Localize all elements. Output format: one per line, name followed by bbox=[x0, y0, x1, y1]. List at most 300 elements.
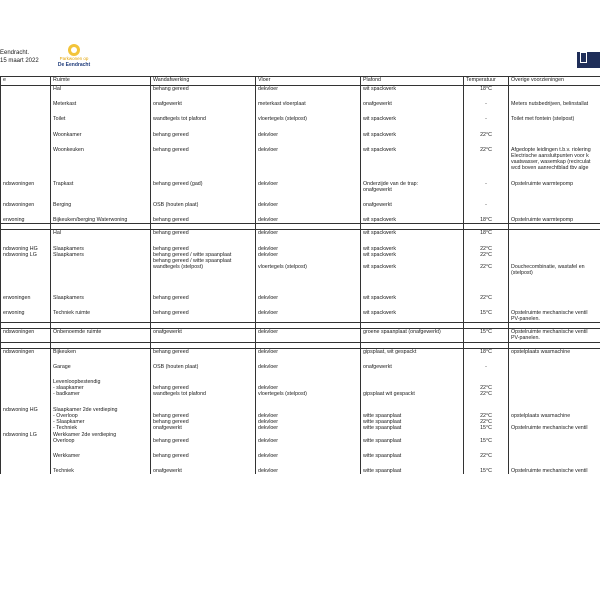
table-cell: Werkkamer 2de verdieping bbox=[51, 432, 151, 438]
company-logo-text: KO bbox=[580, 70, 595, 81]
table-cell: dekvloer bbox=[256, 364, 361, 370]
empty-cell bbox=[464, 398, 509, 407]
document-date: 15 maart 2022 bbox=[0, 58, 39, 64]
table-cell: behang gereed bbox=[151, 230, 256, 237]
spacer-row bbox=[1, 398, 600, 407]
table-cell: Opstelruimte warmtepomp bbox=[509, 181, 600, 187]
table-cell bbox=[151, 316, 256, 323]
empty-cell bbox=[51, 193, 151, 202]
table-row bbox=[1, 230, 600, 237]
table-cell bbox=[151, 335, 256, 342]
table-cell: ndswoning LG bbox=[1, 252, 51, 258]
table-cell: Slaapkamers bbox=[51, 246, 151, 252]
table-cell: wit spackwerk bbox=[361, 230, 464, 237]
table-cell: onafgewerkt bbox=[151, 468, 256, 474]
table-cell: wit spackwerk bbox=[361, 310, 464, 316]
empty-cell bbox=[1, 123, 51, 132]
empty-cell bbox=[1, 355, 51, 364]
spacer-row bbox=[1, 193, 600, 202]
empty-cell bbox=[361, 172, 464, 181]
empty-cell bbox=[151, 286, 256, 295]
table-cell: dekvloer bbox=[256, 252, 361, 258]
table-cell bbox=[361, 316, 464, 323]
empty-cell bbox=[361, 459, 464, 468]
empty-cell bbox=[361, 237, 464, 246]
spacer-row bbox=[1, 301, 600, 310]
empty-cell bbox=[361, 107, 464, 116]
table-cell: OSB (houten plaat) bbox=[151, 364, 256, 370]
table-cell: PV-panelen. bbox=[509, 316, 600, 323]
table-cell: Trapkast bbox=[51, 181, 151, 187]
table-cell: dekvloer bbox=[256, 230, 361, 237]
table-cell: onafgewerkt bbox=[361, 187, 464, 193]
table-cell: witte spaanplaat bbox=[361, 425, 464, 431]
empty-cell bbox=[256, 237, 361, 246]
table-cell: - bbox=[464, 181, 509, 187]
table-cell: Opstelruimte mechanische ventil bbox=[509, 468, 600, 474]
table-cell: Woonkeuken bbox=[51, 147, 151, 153]
empty-cell bbox=[509, 355, 600, 364]
table-cell: 15°C bbox=[464, 310, 509, 316]
table-cell: 22°C bbox=[464, 295, 509, 301]
empty-cell bbox=[256, 277, 361, 286]
table-cell: behang gereed bbox=[151, 348, 256, 355]
empty-cell bbox=[361, 444, 464, 453]
table-cell: wit spackwerk bbox=[361, 116, 464, 122]
table-cell: wcd boven aanrechtblad tbv alge bbox=[509, 165, 600, 171]
table-cell bbox=[1, 335, 51, 342]
table-cell: witte spaanplaat bbox=[361, 453, 464, 459]
table-cell: dekvloer bbox=[256, 147, 361, 153]
table-cell: ndswoningen bbox=[1, 202, 51, 208]
table-cell: dekvloer bbox=[256, 246, 361, 252]
table-cell: erwoning bbox=[1, 310, 51, 316]
table-row bbox=[1, 217, 600, 224]
empty-cell bbox=[151, 193, 256, 202]
spacer-row bbox=[1, 107, 600, 116]
spacer-row bbox=[1, 444, 600, 453]
empty-cell bbox=[256, 208, 361, 217]
empty-cell bbox=[51, 459, 151, 468]
table-cell: gipsplaat, wit gespackt bbox=[361, 348, 464, 355]
empty-cell bbox=[51, 92, 151, 101]
empty-cell bbox=[1, 193, 51, 202]
table-cell: 22°C bbox=[464, 413, 509, 419]
table-cell: 15°C bbox=[464, 425, 509, 431]
table-cell: ndswoningen bbox=[1, 329, 51, 336]
empty-cell bbox=[256, 301, 361, 310]
column-header-other: Overige voorzieningen bbox=[509, 77, 600, 86]
spacer-row bbox=[1, 286, 600, 295]
empty-cell bbox=[151, 398, 256, 407]
table-cell: Onderzijde van de trap: bbox=[361, 181, 464, 187]
table-cell: ndswoning HG bbox=[1, 407, 51, 413]
brand-mark-icon bbox=[580, 52, 587, 63]
spacer-row bbox=[1, 138, 600, 147]
table-row bbox=[1, 316, 600, 323]
empty-cell bbox=[361, 92, 464, 101]
spacer-row bbox=[1, 123, 600, 132]
table-cell bbox=[361, 335, 464, 342]
empty-cell bbox=[509, 277, 600, 286]
project-name: Eendracht. bbox=[0, 50, 30, 56]
table-cell: 18°C bbox=[464, 86, 509, 93]
empty-cell bbox=[464, 138, 509, 147]
table-cell: wit spackwerk bbox=[361, 246, 464, 252]
empty-cell bbox=[256, 92, 361, 101]
table-cell: Techniek ruimte bbox=[51, 310, 151, 316]
table-cell: wit spackwerk bbox=[361, 217, 464, 224]
table-cell: Slaapkamers bbox=[51, 295, 151, 301]
empty-cell bbox=[361, 208, 464, 217]
empty-cell bbox=[1, 208, 51, 217]
empty-cell bbox=[51, 123, 151, 132]
empty-cell bbox=[1, 398, 51, 407]
empty-cell bbox=[51, 398, 151, 407]
empty-cell bbox=[464, 301, 509, 310]
empty-cell bbox=[509, 92, 600, 101]
empty-cell bbox=[51, 370, 151, 379]
document-header bbox=[0, 49, 39, 65]
spacer-row bbox=[1, 92, 600, 101]
table-cell: wit spackwerk bbox=[361, 86, 464, 93]
table-cell: Opstelruimte mechanische ventil bbox=[509, 329, 600, 336]
table-cell: behang gereed bbox=[151, 453, 256, 459]
empty-cell bbox=[361, 355, 464, 364]
table-cell: ndswoningen bbox=[1, 181, 51, 187]
table-cell: Techniek bbox=[51, 468, 151, 474]
table-cell: wit spackwerk bbox=[361, 264, 464, 270]
empty-cell bbox=[151, 107, 256, 116]
empty-cell bbox=[509, 301, 600, 310]
empty-cell bbox=[256, 138, 361, 147]
table-cell: ndswoning HG bbox=[1, 246, 51, 252]
table-cell: 18°C bbox=[464, 230, 509, 237]
table-cell: dekvloer bbox=[256, 329, 361, 336]
empty-cell bbox=[151, 301, 256, 310]
empty-cell bbox=[256, 286, 361, 295]
table-cell bbox=[1, 316, 51, 323]
empty-cell bbox=[1, 107, 51, 116]
empty-cell bbox=[509, 123, 600, 132]
empty-cell bbox=[51, 107, 151, 116]
table-cell: behang gereed bbox=[151, 147, 256, 153]
table-cell: Afgedopte leidingen t.b.v. riolering bbox=[509, 147, 600, 153]
empty-cell bbox=[464, 355, 509, 364]
sun-logo-icon bbox=[68, 44, 80, 56]
empty-cell bbox=[151, 277, 256, 286]
table-cell bbox=[1, 468, 51, 474]
empty-cell bbox=[361, 138, 464, 147]
empty-cell bbox=[464, 172, 509, 181]
table-cell: wandtegels tot plafond bbox=[151, 116, 256, 122]
table-cell: 18°C bbox=[464, 348, 509, 355]
table-cell bbox=[464, 316, 509, 323]
table-cell bbox=[256, 335, 361, 342]
table-cell: behang gereed bbox=[151, 438, 256, 444]
table-cell: Hal bbox=[51, 86, 151, 93]
empty-cell bbox=[256, 107, 361, 116]
empty-cell bbox=[464, 123, 509, 132]
table-cell: ndswoning LG bbox=[1, 432, 51, 438]
table-cell: dekvloer bbox=[256, 202, 361, 208]
table-body bbox=[1, 86, 600, 475]
table-cell: - bbox=[464, 364, 509, 370]
table-cell: Meterkast bbox=[51, 101, 151, 107]
table-cell: erwoning bbox=[1, 217, 51, 224]
empty-cell bbox=[509, 370, 600, 379]
table-row bbox=[1, 468, 600, 474]
table-cell: 18°C bbox=[464, 217, 509, 224]
table-cell: behang gereed bbox=[151, 132, 256, 138]
empty-cell bbox=[151, 444, 256, 453]
column-header-ceiling: Plafond bbox=[361, 77, 464, 86]
table-cell bbox=[51, 316, 151, 323]
table-cell: dekvloer bbox=[256, 425, 361, 431]
finishing-schedule-table bbox=[0, 76, 600, 474]
empty-cell bbox=[151, 370, 256, 379]
empty-cell bbox=[464, 237, 509, 246]
table-cell: behang gereed bbox=[151, 413, 256, 419]
empty-cell bbox=[464, 444, 509, 453]
table-cell: 22°C bbox=[464, 264, 509, 270]
spacer-row bbox=[1, 172, 600, 181]
table-cell: 15°C bbox=[464, 329, 509, 336]
table-cell bbox=[1, 86, 51, 93]
table-cell: Slaapkamer 2de verdieping bbox=[51, 407, 151, 413]
table-header-row bbox=[1, 77, 600, 86]
table-cell: behang gereed bbox=[151, 295, 256, 301]
empty-cell bbox=[51, 138, 151, 147]
column-header-floor: Vloer bbox=[256, 77, 361, 86]
table-cell: meterkast vloerplaat bbox=[256, 101, 361, 107]
table-cell: witte spaanplaat bbox=[361, 419, 464, 425]
empty-cell bbox=[51, 286, 151, 295]
empty-cell bbox=[509, 398, 600, 407]
empty-cell bbox=[1, 138, 51, 147]
table-cell: Berging bbox=[51, 202, 151, 208]
table-cell: Electrische aansluitpunten voor k bbox=[509, 153, 600, 159]
empty-cell bbox=[1, 459, 51, 468]
table-cell: Levenloopbestendig bbox=[51, 379, 151, 385]
table-cell: - badkamer bbox=[51, 391, 151, 397]
table-cell: dekvloer bbox=[256, 217, 361, 224]
table-cell: wit spackwerk bbox=[361, 132, 464, 138]
empty-cell bbox=[51, 444, 151, 453]
table-cell: Hal bbox=[51, 230, 151, 237]
table-cell: dekvloer bbox=[256, 310, 361, 316]
empty-cell bbox=[361, 193, 464, 202]
table-cell: Overloop bbox=[51, 438, 151, 444]
empty-cell bbox=[464, 208, 509, 217]
table-cell: Bijkeuken bbox=[51, 348, 151, 355]
empty-cell bbox=[361, 370, 464, 379]
table-cell bbox=[509, 230, 600, 237]
empty-cell bbox=[1, 277, 51, 286]
empty-cell bbox=[151, 123, 256, 132]
empty-cell bbox=[509, 107, 600, 116]
empty-cell bbox=[151, 459, 256, 468]
empty-cell bbox=[151, 237, 256, 246]
empty-cell bbox=[151, 355, 256, 364]
table-cell: Opstelruimte warmtepomp bbox=[509, 217, 600, 224]
table-cell: wit spackwerk bbox=[361, 295, 464, 301]
table-cell: behang gereed (gad) bbox=[151, 181, 256, 187]
table-cell: onafgewerkt bbox=[361, 202, 464, 208]
table-cell: onafgewerkt bbox=[151, 329, 256, 336]
table-cell: Werkkamer bbox=[51, 453, 151, 459]
table-cell: dekvloer bbox=[256, 413, 361, 419]
table-cell: behang gereed bbox=[151, 310, 256, 316]
table-cell: - bbox=[464, 202, 509, 208]
table-cell: opstelplaats wasmachine bbox=[509, 348, 600, 355]
table-cell: 15°C bbox=[464, 468, 509, 474]
table-cell: - slaapkamer bbox=[51, 385, 151, 391]
table-cell: - bbox=[464, 116, 509, 122]
table-cell: witte spaanplaat bbox=[361, 438, 464, 444]
table-cell: - Overloop bbox=[51, 413, 151, 419]
table-cell: dekvloer bbox=[256, 132, 361, 138]
table-cell: behang gereed bbox=[151, 419, 256, 425]
empty-cell bbox=[509, 286, 600, 295]
table-cell: - bbox=[464, 101, 509, 107]
table-cell: (stelpost) bbox=[509, 270, 600, 276]
empty-cell bbox=[509, 172, 600, 181]
empty-cell bbox=[256, 444, 361, 453]
empty-cell bbox=[361, 398, 464, 407]
column-header-wall: Wandafwerking bbox=[151, 77, 256, 86]
table-cell: 22°C bbox=[464, 132, 509, 138]
empty-cell bbox=[51, 355, 151, 364]
table-cell: Onbenoemde ruimte bbox=[51, 329, 151, 336]
table-cell: dekvloer bbox=[256, 468, 361, 474]
empty-cell bbox=[256, 123, 361, 132]
column-header-type: e bbox=[1, 77, 51, 86]
table-cell: PV-panelen. bbox=[509, 335, 600, 342]
table-cell: 22°C bbox=[464, 419, 509, 425]
table-cell: vaatwasser, wasemkap (recirculat bbox=[509, 159, 600, 165]
empty-cell bbox=[509, 237, 600, 246]
empty-cell bbox=[1, 444, 51, 453]
empty-cell bbox=[151, 138, 256, 147]
empty-cell bbox=[1, 301, 51, 310]
table-row bbox=[1, 86, 600, 93]
table-cell bbox=[1, 230, 51, 237]
spacer-row bbox=[1, 208, 600, 217]
table-cell: ndswoningen bbox=[1, 348, 51, 355]
table-cell: 22°C bbox=[464, 385, 509, 391]
table-cell: behang gereed / witte spaanplaat bbox=[151, 258, 256, 264]
company-logo bbox=[577, 52, 600, 81]
table-cell: Bijkeuken/berging Waterwoning bbox=[51, 217, 151, 224]
empty-cell bbox=[361, 301, 464, 310]
spacer-row bbox=[1, 355, 600, 364]
table-cell: witte spaanplaat bbox=[361, 468, 464, 474]
table-cell: Woonkamer bbox=[51, 132, 151, 138]
table-cell: 22°C bbox=[464, 453, 509, 459]
empty-cell bbox=[1, 237, 51, 246]
empty-cell bbox=[256, 193, 361, 202]
table-cell: vloertegels (stelpost) bbox=[256, 116, 361, 122]
empty-cell bbox=[361, 123, 464, 132]
table-cell: gipsplaat wit gespackt bbox=[361, 391, 464, 397]
empty-cell bbox=[509, 193, 600, 202]
empty-cell bbox=[51, 277, 151, 286]
empty-cell bbox=[1, 286, 51, 295]
table-cell: opstelplaats wasmachine bbox=[509, 413, 600, 419]
table-cell: dekvloer bbox=[256, 348, 361, 355]
table-cell: 22°C bbox=[464, 246, 509, 252]
empty-cell bbox=[151, 92, 256, 101]
table-cell: groene spaanplaat (onafgewerkt) bbox=[361, 329, 464, 336]
table-cell: wandtegels (stelpost) bbox=[151, 264, 256, 270]
table-cell: 22°C bbox=[464, 147, 509, 153]
table-cell: behang gereed / witte spaanplaat bbox=[151, 252, 256, 258]
spacer-row bbox=[1, 459, 600, 468]
spacer-row bbox=[1, 370, 600, 379]
spacer-row bbox=[1, 237, 600, 246]
table-cell: dekvloer bbox=[256, 419, 361, 425]
table-cell: Opstelruimte mechanische ventil bbox=[509, 310, 600, 316]
project-logo bbox=[52, 44, 96, 68]
table-cell: 22°C bbox=[464, 252, 509, 258]
table-cell: vloertegels (stelpost) bbox=[256, 264, 361, 270]
empty-cell bbox=[509, 444, 600, 453]
empty-cell bbox=[464, 107, 509, 116]
table-cell: - Techniek bbox=[51, 425, 151, 431]
table-cell: dekvloer bbox=[256, 86, 361, 93]
empty-cell bbox=[51, 208, 151, 217]
table-cell: 15°C bbox=[464, 438, 509, 444]
empty-cell bbox=[51, 237, 151, 246]
empty-cell bbox=[256, 370, 361, 379]
empty-cell bbox=[151, 208, 256, 217]
table-cell: behang gereed bbox=[151, 385, 256, 391]
table-cell: Toilet bbox=[51, 116, 151, 122]
table-cell: onafgewerkt bbox=[151, 425, 256, 431]
table-cell: onafgewerkt bbox=[361, 364, 464, 370]
empty-cell bbox=[509, 208, 600, 217]
logo-text-bottom: De Eendracht bbox=[57, 62, 91, 68]
table-cell: dekvloer bbox=[256, 385, 361, 391]
empty-cell bbox=[1, 172, 51, 181]
table-cell: dekvloer bbox=[256, 438, 361, 444]
empty-cell bbox=[1, 92, 51, 101]
empty-cell bbox=[464, 370, 509, 379]
empty-cell bbox=[464, 459, 509, 468]
table-cell bbox=[509, 86, 600, 93]
empty-cell bbox=[464, 193, 509, 202]
empty-cell bbox=[51, 172, 151, 181]
table-cell: wit spackwerk bbox=[361, 252, 464, 258]
logo-text-top: Parkwonen op bbox=[59, 56, 89, 61]
table-cell: wit spackwerk bbox=[361, 147, 464, 153]
table-cell: behang gereed bbox=[151, 217, 256, 224]
table-cell: dekvloer bbox=[256, 295, 361, 301]
table-cell: onafgewerkt bbox=[151, 101, 256, 107]
table-cell bbox=[51, 335, 151, 342]
table-cell: Douchecombinatie, wastafel en bbox=[509, 264, 600, 270]
table-cell: dekvloer bbox=[256, 453, 361, 459]
empty-cell bbox=[509, 138, 600, 147]
empty-cell bbox=[361, 277, 464, 286]
empty-cell bbox=[464, 277, 509, 286]
spacer-row bbox=[1, 277, 600, 286]
table-cell: vloertegels (stelpost) bbox=[256, 391, 361, 397]
empty-cell bbox=[256, 398, 361, 407]
table-cell: dekvloer bbox=[256, 181, 361, 187]
empty-cell bbox=[256, 355, 361, 364]
